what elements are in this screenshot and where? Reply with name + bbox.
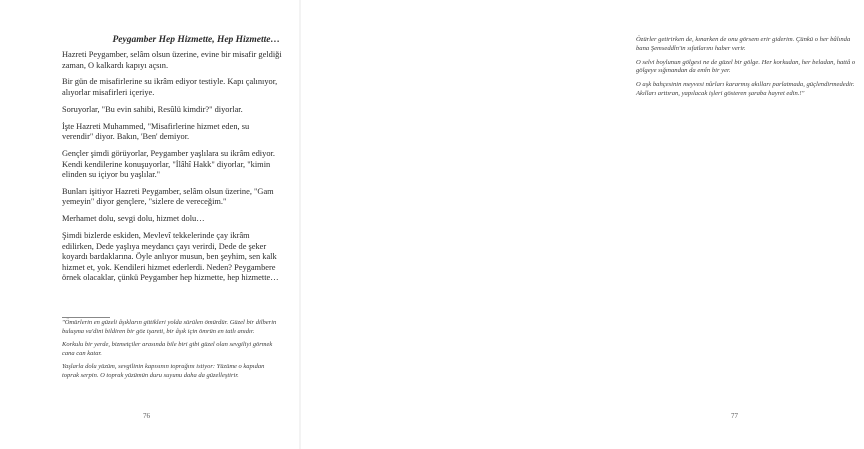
paragraph: Soruyorlar, "Bu evin sahibi, Resûlü kimdir?" diyorlar. <box>62 104 243 114</box>
right-page <box>300 0 856 449</box>
paragraph: O aşk bahçesinin meyvesi nûrları kararmış akılları parlatmada, güçlendirmededir. Akılları arttıran, yapılacak işleri gösteren şaraba hayret edin.!" <box>636 81 855 97</box>
footnotes <box>62 319 282 386</box>
page-number-right: 77 <box>731 412 738 420</box>
footnote: "Ömürlerin en güzeli âşıkların gittikleri yolda sürülen ömürdür. Güzel bir dilberin buluşma va'dini bildiren bir göz işareti, bir âşık için ömrün en tatlı anıdır. <box>62 319 277 335</box>
paragraph: İşte Hazreti Muhammed, "Misafirlerine hizmet eden, su verendir" diyor. Bakın, 'Ben' demiyor. <box>62 121 250 142</box>
paragraph: Şimdi bizlerde eskiden, Mevlevî tekkelerinde çay ikrâm edilirken, Dede yaşlıya meydancı çayı verirdi, Dede de şeker koyardı bardaklarına. Öyle anlıyor musun, ben şeyhim, sen kalk hizmet et, yok. Kendileri hizmet ederlerdi. Neden? Peygambere örnek olacaklar, çünkü Peygamber hep hizmette, hep hizmette… <box>62 231 279 283</box>
paragraph: Hazreti Peygamber, selâm olsun üzerine, evine bir misafir geldiği zaman, O kalkardı kapıyı açsın. <box>62 50 282 70</box>
left-page <box>0 0 300 449</box>
page-number-left: 76 <box>143 412 150 420</box>
paragraph: Gençler şimdi görüyorlar, Peygamber yaşlılara su ikrâm ediyor. Kendi kendilerine konuşuyorlar, "İlâhî Hakk" diyorlar, "kimin elinden su içiyor bu yaşlılar." <box>62 148 275 180</box>
right-body-text <box>636 36 864 104</box>
footnote: Korkulu bir yerde, bizmetçiler arasında bile biri gibi güzel olan sevgiliyi görmek cana can katar. <box>62 341 273 357</box>
paragraph: Özürler getirirken de, kınarken de onu görsem erir giderim. Çünkü o her bâlında bana Şemseddîn'in sıfatlarını haber verir. <box>636 36 851 52</box>
paragraph: Bunları işitiyor Hazreti Peygamber, selâm olsun üzerine, "Gam yemeyin" diyor gençlere, "sizlere de vereceğim." <box>62 186 274 207</box>
section-heading: Peygamber Hep Hizmette, Hep Hizmette… <box>112 35 280 45</box>
paragraph: O selvi boylunun gölgesi ne de güzel bir gölge. Her korkudan, her beladan, hattâ o gölgeye sığınandan da emîn bir yer. <box>636 58 856 75</box>
left-body-text <box>62 50 282 290</box>
paragraph: Bir gün de misafirlerine su ikrâm ediyor testiyle. Kapı çalınıyor, alıyorlar misafirleri içeriye. <box>62 77 278 97</box>
footnote-divider <box>62 317 110 318</box>
paragraph: Merhamet dolu, sevgi dolu, hizmet dolu… <box>62 214 205 224</box>
footnote: Yaşlarla dolu yüzüm, sevgilinin kapısının toprağını istiyor: Yüzüme o kapıdan toprak serpin. O toprak yüzümün duru suyunu daha da güzelleştirir. <box>62 363 265 379</box>
